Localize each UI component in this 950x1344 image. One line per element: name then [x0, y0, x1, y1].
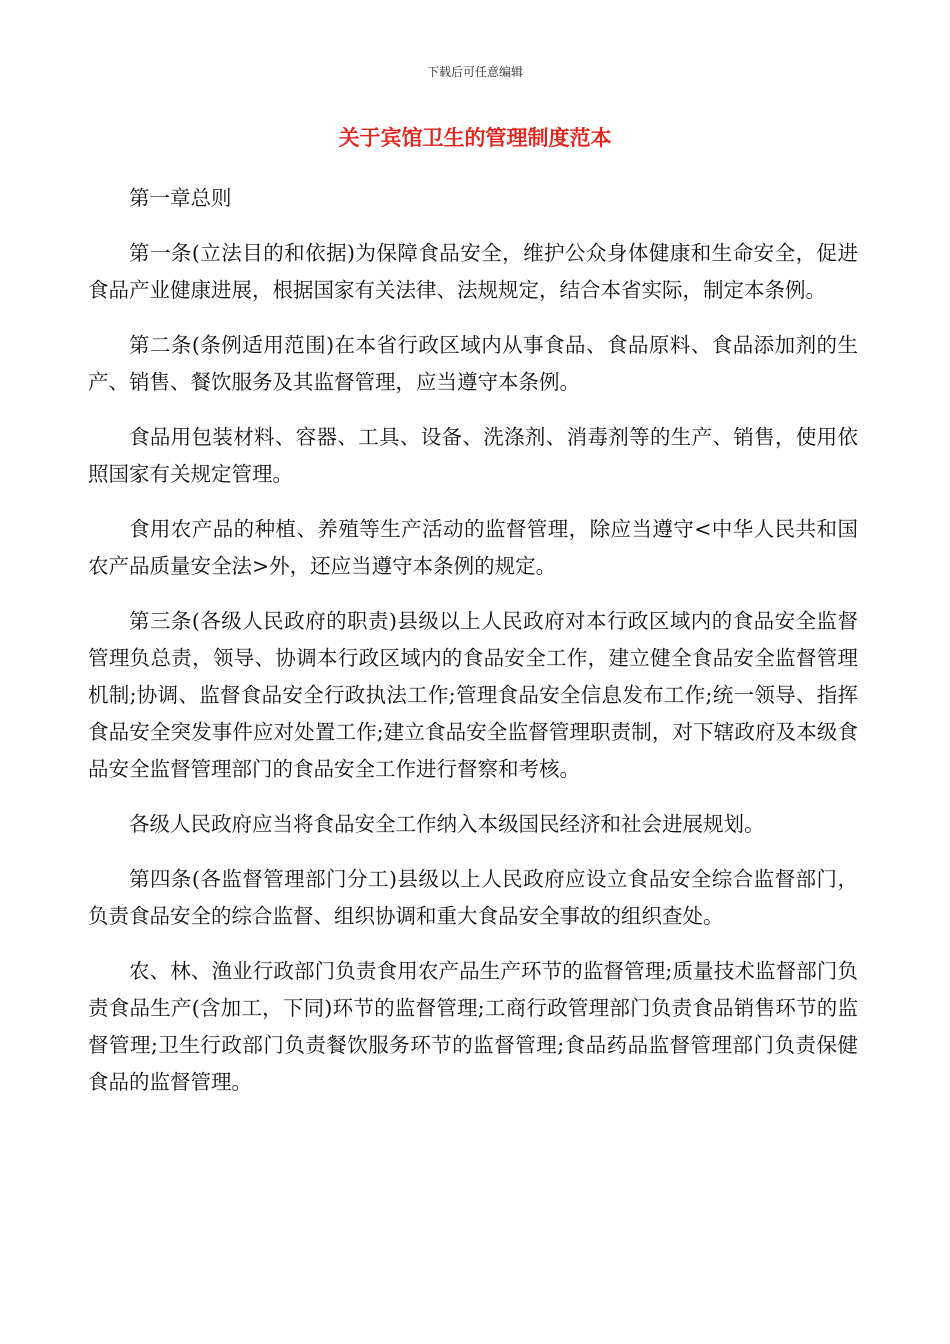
article-2-clause-2: 食品用包装材料、容器、工具、设备、洗涤剂、消毒剂等的生产、销售，使用依照国家有关规定管理。 — [88, 425, 858, 486]
document-body — [88, 180, 858, 1119]
article-2-clause-3: 食用农产品的种植、养殖等生产活动的监督管理，除应当遵守<中华人民共和国农产品质量安全法>外，还应当遵守本条例的规定。 — [88, 517, 858, 578]
article-3: 第三条(各级人民政府的职责)县级以上人民政府对本行政区域内的食品安全监督管理负总责，领导、协调本行政区域内的食品安全工作，建立健全食品安全监督管理机制;协调、监督食品安全行政执法工作;管理食品安全信息发布工作;统一领导、指挥食品安全突发事件应对处置工作;建立食品安全监督管理职责制，对下辖政府及本级食品安全监督管理部门的食品安全工作进行督察和考核。 — [88, 609, 858, 781]
article-2: 第二条(条例适用范围)在本省行政区域内从事食品、食品原料、食品添加剂的生产、销售、餐饮服务及其监督管理，应当遵守本条例。 — [88, 333, 858, 394]
header-note: 下载后可任意编辑 — [426, 65, 523, 79]
document-title: 关于宾馆卫生的管理制度范本 — [338, 125, 612, 150]
article-4: 第四条(各监督管理部门分工)县级以上人民政府应设立食品安全综合监督部门，负责食品安全的综合监督、组织协调和重大食品安全事故的组织查处。 — [88, 867, 858, 928]
article-3-clause-2: 各级人民政府应当将食品安全工作纳入本级国民经济和社会进展规划。 — [129, 812, 765, 836]
article-4-clause-2: 农、林、渔业行政部门负责食用农产品生产环节的监督管理;质量技术监督部门负责食品生产(含加工，下同)环节的监督管理;工商行政管理部门负责食品销售环节的监督管理;卫生行政部门负责餐饮服务环节的监督管理;食品药品监督管理部门负责保健食品的监督管理。 — [88, 959, 858, 1094]
chapter-heading: 第一章总则 — [129, 186, 232, 210]
article-1: 第一条(立法目的和依据)为保障食品安全，维护公众身体健康和生命安全，促进食品产业健康进展，根据国家有关法律、法规规定，结合本省实际，制定本条例。 — [88, 241, 858, 302]
